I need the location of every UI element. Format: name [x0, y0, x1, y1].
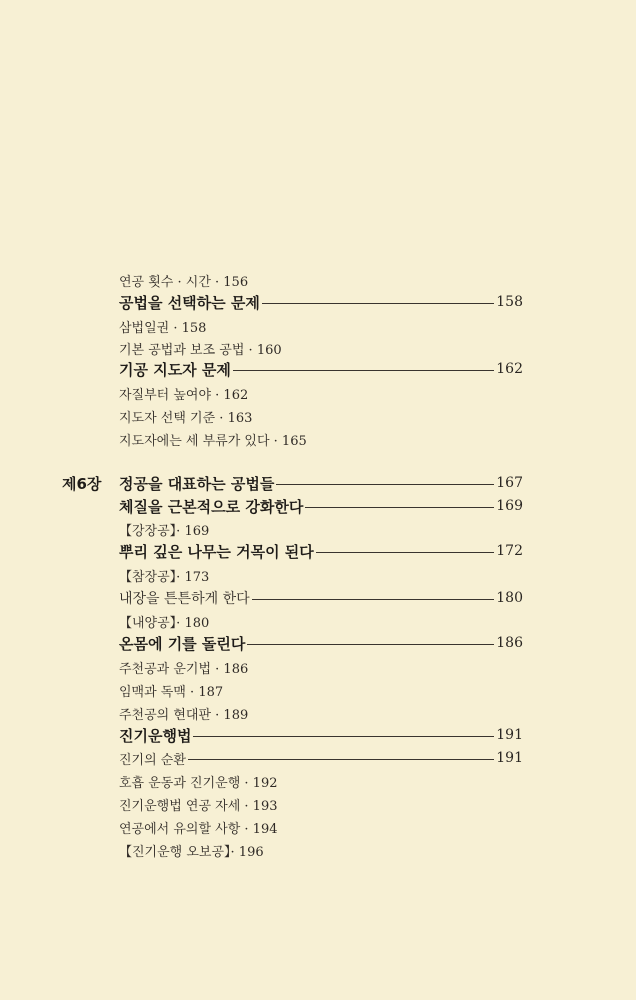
toc-entry-text: 지도자에는 세 부류가 있다 · 165: [119, 433, 307, 449]
toc-subentry: [119, 610, 523, 632]
toc-section: [119, 358, 523, 380]
toc-entry-text: 진기운행법 연공 자세 · 193: [119, 798, 278, 814]
page-number: 169: [496, 498, 523, 514]
toc-entry-text: 호흡 운동과 진기운행 · 192: [119, 775, 278, 791]
toc-chapter: [62, 472, 523, 494]
toc-entry-text: 뿌리 깊은 나무는 거목이 된다: [119, 542, 314, 561]
toc-entry-text: 체질을 근본적으로 강화한다: [119, 497, 304, 516]
toc-subentry: [119, 679, 523, 701]
toc-entry-text: 내장을 튼튼하게 한다: [119, 591, 250, 607]
toc-entry-text: 지도자 선택 기준 · 163: [119, 410, 253, 426]
toc-subentry: [119, 315, 523, 337]
toc-section: [119, 540, 523, 562]
toc-subentry: [119, 382, 523, 404]
toc-entry-text: 기본 공법과 보조 공법 · 160: [119, 342, 282, 358]
page-number: 191: [496, 750, 523, 766]
page-number: 180: [496, 590, 523, 606]
toc-subentry: [119, 337, 523, 359]
toc-section: [119, 291, 523, 313]
leader-line: [262, 303, 494, 304]
toc-entry-text: 【참장공】· 173: [119, 569, 210, 585]
toc-subentry: [119, 770, 523, 792]
leader-line: [247, 644, 494, 645]
leader-line: [276, 484, 494, 485]
toc-subsection: [119, 747, 523, 769]
toc-entry-text: 연공 횟수 · 시간 · 156: [119, 274, 249, 290]
toc-entry-text: 자질부터 높여야 · 162: [119, 387, 249, 403]
toc-subentry: [119, 405, 523, 427]
toc-entry-text: 주천공과 운기법 · 186: [119, 661, 249, 677]
toc-entry-text: 진기운행법: [119, 726, 192, 745]
toc-section: [119, 632, 523, 654]
toc-section: [119, 495, 523, 517]
toc-entry-text: 【내양공】· 180: [119, 615, 210, 631]
toc-subentry: [119, 656, 523, 678]
toc-entry-text: 【진기운행 오보공】· 196: [119, 844, 264, 860]
toc-entry-text: 정공을 대표하는 공법들: [119, 474, 275, 493]
toc-subentry: [119, 518, 523, 540]
page-number: 158: [496, 294, 523, 310]
toc-section: [119, 587, 523, 609]
toc-subentry: [119, 269, 523, 291]
leader-line: [233, 370, 494, 371]
page-number: 186: [496, 635, 523, 651]
page-number: 172: [496, 543, 523, 559]
toc-entry-text: 온몸에 기를 돌린다: [119, 634, 246, 653]
leader-line: [252, 599, 495, 600]
page-number: 162: [496, 361, 523, 377]
toc-entry-text: 【강장공】· 169: [119, 523, 210, 539]
toc-subentry: [119, 702, 523, 724]
leader-line: [316, 552, 494, 553]
toc-entry-text: 연공에서 유의할 사항 · 194: [119, 821, 278, 837]
leader-line: [305, 507, 494, 508]
toc-entry-text: 주천공의 현대판 · 189: [119, 707, 249, 723]
page-number: 191: [496, 727, 523, 743]
toc-subentry: [119, 428, 523, 450]
toc-subentry: [119, 839, 523, 861]
toc-entry-text: 공법을 선택하는 문제: [119, 293, 260, 312]
chapter-label: 제6장: [62, 474, 102, 493]
toc-section: [119, 724, 523, 746]
toc-entry-text: 삼법일권 · 158: [119, 320, 207, 336]
toc-subentry: [119, 793, 523, 815]
toc-entry-text: 임맥과 독맥 · 187: [119, 684, 224, 700]
leader-line: [188, 759, 494, 760]
toc-entry-text: 진기의 순환: [119, 752, 186, 768]
page-number: 167: [496, 475, 523, 491]
leader-line: [193, 736, 494, 737]
toc-entry-text: 기공 지도자 문제: [119, 360, 231, 379]
toc-subentry: [119, 816, 523, 838]
toc-subentry: [119, 564, 523, 586]
